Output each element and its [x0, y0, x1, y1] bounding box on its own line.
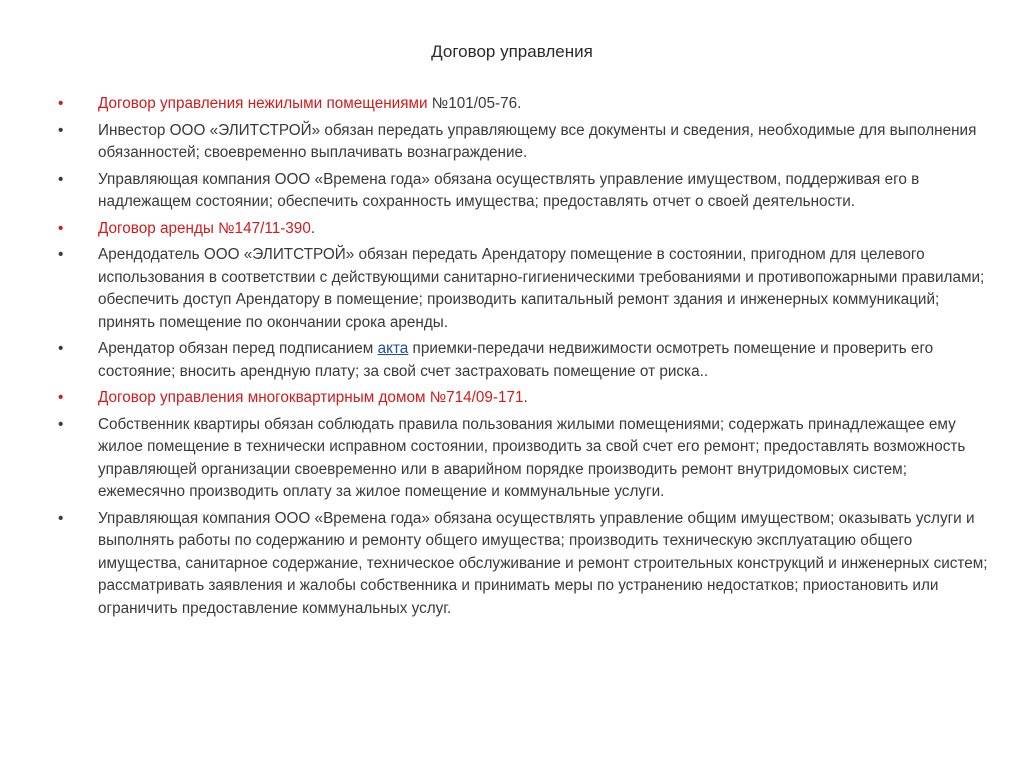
list-item-contract-heading: [58, 387, 988, 410]
list-item: [58, 120, 988, 165]
contract-heading-tail: .: [310, 219, 316, 237]
bullet-icon: •: [58, 170, 64, 188]
bullet-icon: •: [58, 340, 64, 357]
slide-title: Договор управления: [431, 42, 593, 61]
contract-heading-number: №101/05-76.: [427, 95, 522, 112]
list-item-text: Инвестор ООО «ЭЛИТСТРОЙ» обязан передать управляющему все документы и сведения, необходимые для выполнения обязанностей; своевременно выплачивать вознаграждение.: [98, 121, 977, 161]
bullet-icon: •: [58, 389, 64, 406]
list-item-contract-heading: [58, 93, 988, 116]
bullet-list: [58, 93, 988, 624]
list-item: [58, 338, 988, 383]
contract-heading-text: Договор управления многоквартирным домом №714/09-171: [98, 389, 524, 406]
act-link[interactable]: акта: [377, 340, 409, 357]
list-item-text-before-link: Арендатор обязан перед подписанием: [98, 340, 378, 357]
list-item: [58, 414, 988, 504]
bullet-icon: •: [58, 219, 64, 237]
bullet-icon: •: [58, 121, 64, 139]
list-item-text-after-link: приемки-передачи недвижимости осмотреть помещение и проверить его состояние; вносить арендную плату; за свой счет застраховать помещение от риска..: [98, 340, 934, 380]
bullet-icon: •: [58, 95, 64, 112]
list-item: [58, 508, 988, 621]
bullet-icon: •: [58, 246, 64, 263]
bullet-icon: •: [58, 415, 64, 433]
list-item: [58, 244, 988, 334]
list-item-text: Арендодатель ООО «ЭЛИТСТРОЙ» обязан передать Арендатору помещение в состоянии, пригодном для целевого использования в соответствии с действующими санитарно-гигиеническими требованиями и противопожарными правилами; обеспечить доступ Арендатору в помещение; производить капитальный ремонт здания и инженерных коммуникаций; принять помещение по окончании срока аренды.: [98, 246, 985, 331]
contract-heading-text: Договор аренды №147/11-390: [98, 219, 311, 237]
bullet-icon: •: [58, 509, 64, 527]
list-item-text: Собственник квартиры обязан соблюдать правила пользования жилыми помещениями; содержать принадлежащее ему жилое помещение в технически исправном состоянии, производить за свой счет его ремонт; предоставлять возможность управляющей организации своевременно или в аварийном порядке производить ремонт внутридомовых систем; ежемесячно производить оплату за жилое помещение и коммунальные услуги.: [98, 415, 966, 500]
list-item-text: Управляющая компания ООО «Времена года» обязана осуществлять управление общим имуществом; оказывать услуги и выполнять работы по содержанию и ремонту общего имущества; производить техническую эксплуатацию общего имущества, санитарное содержание, техническое обслуживание и ремонт строительных конструкций и инженерных систем; рассматривать заявления и жалобы собственника и принимать меры по устранению недостатков; приостановить или ограничить предоставление коммунальных услуг.: [98, 509, 988, 617]
contract-heading-tail: .: [523, 389, 528, 406]
list-item-text: Управляющая компания ООО «Времена года» обязана осуществлять управление имуществом, поддерживая его в надлежащем состоянии; обеспечить сохранность имущества; предоставлять отчет о своей деятельности.: [98, 170, 920, 210]
contract-heading-text: Договор управления нежилыми помещениями: [98, 95, 428, 112]
list-item-contract-heading: [58, 218, 988, 241]
list-item: [58, 169, 988, 214]
